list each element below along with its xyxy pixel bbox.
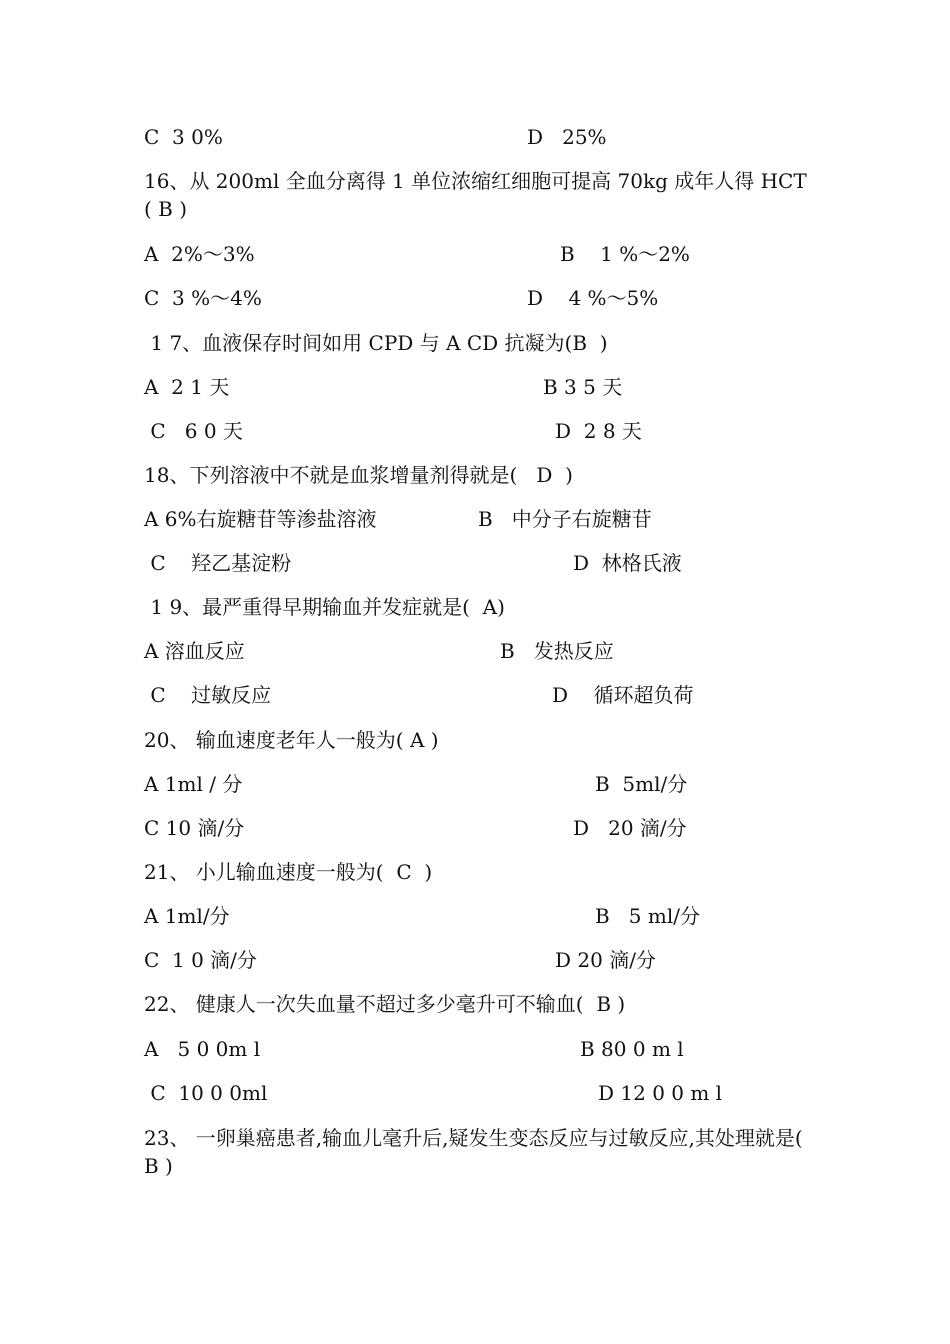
question-20: 20、 输血速度老年人一般为( A ) <box>144 728 439 752</box>
option-d: D 2 8 天 <box>555 419 642 443</box>
question-16: 16、从 200ml 全血分离得 1 单位浓缩红细胞可提高 70kg 成年人得 HCT ( B ) <box>144 169 807 221</box>
option-c: C 3 0% <box>144 125 223 149</box>
question-19: 1 9、最严重得早期输血并发症就是( A) <box>144 595 505 619</box>
option-d: D 20 滴/分 <box>555 948 656 972</box>
option-b: B 3 5 天 <box>543 375 623 399</box>
option-c: C 10 0 0ml <box>144 1081 268 1105</box>
option-a: A 5 0 0m l <box>144 1037 261 1061</box>
option-b: B 中分子右旋糖苷 <box>478 507 652 531</box>
option-d: D 25% <box>527 125 607 149</box>
option-b: B 发热反应 <box>500 639 614 663</box>
option-b: B 5ml/分 <box>595 772 688 796</box>
option-c: C 羟乙基淀粉 <box>144 551 292 575</box>
option-c: C 10 滴/分 <box>144 816 245 840</box>
question-22: 22、 健康人一次失血量不超过多少毫升可不输血( B ) <box>144 992 626 1016</box>
option-d: D 4 %～5% <box>527 286 659 310</box>
option-a: A 2%～3% <box>144 242 255 266</box>
option-a: A 溶血反应 <box>144 639 245 663</box>
question-18: 18、下列溶液中不就是血浆增量剂得就是( D ) <box>144 463 573 487</box>
question-21: 21、 小儿输血速度一般为( C ) <box>144 860 433 884</box>
option-a: A 6%右旋糖苷等渗盐溶液 <box>144 507 377 531</box>
option-c: C 3 %～4% <box>144 286 262 310</box>
question-23: 23、 一卵巢癌患者,输血儿毫升后,疑发生变态反应与过敏反应,其处理就是( B ) <box>144 1126 803 1178</box>
option-c: C 1 0 滴/分 <box>144 948 257 972</box>
option-a: A 1ml / 分 <box>144 772 243 796</box>
option-c: C 6 0 天 <box>144 419 243 443</box>
option-b: B 80 0 m l <box>580 1037 684 1061</box>
question-17: 1 7、血液保存时间如用 CPD 与 A CD 抗凝为(B ) <box>144 331 608 355</box>
option-d: D 12 0 0 m l <box>598 1081 723 1105</box>
option-b: B 1 %～2% <box>560 242 690 266</box>
option-a: A 1ml/分 <box>144 904 230 928</box>
option-c: C 过敏反应 <box>144 683 272 707</box>
option-d: D 20 滴/分 <box>573 816 687 840</box>
option-d: D 循环超负荷 <box>552 683 694 707</box>
option-b: B 5 ml/分 <box>595 904 700 928</box>
option-d: D 林格氏液 <box>573 551 682 575</box>
option-a: A 2 1 天 <box>144 375 230 399</box>
